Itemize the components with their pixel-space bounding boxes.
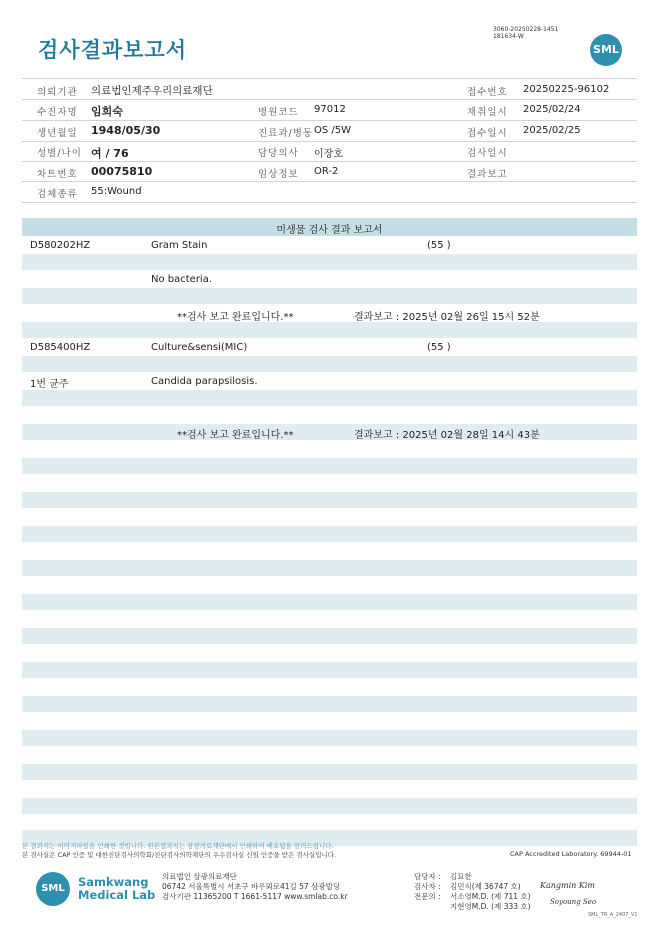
row-stripe	[22, 798, 637, 814]
row-stripe	[22, 628, 637, 644]
chart-no-label: 차트번호	[37, 169, 78, 180]
divider	[22, 78, 637, 79]
row-stripe	[22, 356, 637, 372]
test-result: No bacteria.	[151, 274, 213, 285]
sex-age-label: 성별/나이	[37, 148, 82, 159]
hospital-code-label: 병원코드	[258, 107, 299, 118]
tester-value: 김민식(제 36747 호)	[450, 882, 521, 891]
org-contact: 검사기관 11365200 T 1661-5117 www.smlab.co.kr	[162, 892, 348, 901]
row-stripe	[22, 492, 637, 508]
row-stripe	[22, 458, 637, 474]
document-id-line2: 181634-W	[493, 33, 524, 40]
collect-date-label: 채취일시	[467, 107, 508, 118]
form-code: SML_TR_A_2407_V1	[588, 912, 638, 918]
tester-label: 검사자 :	[414, 882, 441, 891]
clinical-label: 임상정보	[258, 169, 299, 180]
org-address: 06742 서울특별시 서초구 바우뫼로41길 57 삼광빌딩	[162, 882, 341, 891]
page-title: 검사결과보고서	[38, 38, 188, 62]
brand-name	[78, 876, 155, 902]
staff-labels	[414, 872, 441, 902]
receipt-date-label: 접수일시	[467, 128, 508, 139]
sex-age-value: 여 / 76	[91, 147, 129, 160]
result-section-title: 미생물 검사 결과 보고서	[276, 225, 383, 236]
row-stripe	[22, 322, 637, 338]
specimen-label: 검체종류	[37, 189, 78, 200]
report-time: 결과보고 : 2025년 02월 26일 15시 52분	[354, 312, 540, 323]
receipt-no-label: 접수번호	[467, 87, 508, 98]
staff-values	[450, 872, 531, 912]
sml-logo-icon	[590, 34, 622, 66]
receipt-no-value: 20250225-96102	[523, 84, 610, 95]
report-complete-text: **검사 보고 완료입니다.**	[177, 430, 294, 441]
report-time: 결과보고 : 2025년 02월 28일 14시 43분	[354, 430, 540, 441]
doctor-label: 담당의사	[258, 148, 299, 159]
result-section-header	[22, 218, 637, 236]
row-stripe	[22, 730, 637, 746]
birth-label: 생년월일	[37, 128, 78, 139]
brand-line2: Medical Lab	[78, 888, 156, 902]
specimen-code: (55 )	[427, 342, 451, 353]
org-info	[162, 872, 348, 902]
patient-value: 임희숙	[91, 105, 123, 118]
sml-logo-text: SML	[593, 43, 619, 56]
birth-value: 1948/05/30	[91, 124, 161, 137]
row-stripe	[22, 526, 637, 542]
specialist-signature: Soyoung Seo	[550, 898, 597, 906]
test-name: Culture&sensi(MIC)	[151, 342, 248, 353]
report-label: 결과보고	[467, 169, 508, 180]
test-name: Gram Stain	[151, 240, 208, 251]
specialist-value-1: 서소영M.D. (제 711 호)	[450, 892, 531, 901]
row-stripe	[22, 764, 637, 780]
print-notice: 본 결과지는 이미지파일을 인쇄한 것입니다. 원본결과지는 삼광의료재단에서 인쇄하여 배포됨을 알려드립니다.	[22, 842, 334, 850]
hospital-code-value: 97012	[314, 104, 346, 115]
specimen-code: (55 )	[427, 240, 451, 251]
report-complete-text: **검사 보고 완료입니다.**	[177, 312, 294, 323]
divider	[22, 181, 637, 182]
tester-signature: Kangmin Kim	[540, 881, 595, 890]
chart-no-value: 00075810	[91, 165, 153, 178]
row-stripe	[22, 288, 637, 304]
org-name: 의료법인 삼광의료재단	[162, 872, 237, 881]
specimen-value: 55:Wound	[91, 186, 142, 197]
row-stripe	[22, 424, 637, 440]
test-code: D580202HZ	[30, 240, 91, 251]
row-stripe	[22, 254, 637, 270]
test-code: D585400HZ	[30, 342, 91, 353]
client-value: 의료법인제주우리의료재단	[91, 85, 213, 97]
dept-label: 진료과/병동	[258, 128, 314, 139]
brand-line1: Samkwang	[78, 875, 149, 889]
divider	[22, 161, 637, 162]
doctor-value: 이장호	[314, 149, 343, 160]
divider	[22, 202, 637, 203]
accreditation-notice: 본 검사실은 CAP 인증 및 대한진단검사의학회/진단검사의학재단의 우수검사실 신임 인증을 받은 검사실입니다.	[22, 851, 337, 859]
staff-value: 김묘한	[450, 872, 472, 881]
staff-label: 담당자 :	[414, 872, 441, 881]
divider	[22, 141, 637, 142]
row-stripe	[22, 594, 637, 610]
isolate-label: 1번 균주	[30, 379, 69, 390]
specialist-value-2: 지현영M.D. (제 333 호)	[450, 902, 531, 911]
collect-date-value: 2025/02/24	[523, 104, 581, 115]
row-stripe	[22, 696, 637, 712]
row-stripe	[22, 662, 637, 678]
sml-logo-text: SML	[41, 883, 65, 894]
cap-accreditation: CAP Accredited Laboratory. 69944-01	[510, 850, 632, 858]
patient-label: 수진자명	[37, 107, 78, 118]
divider	[22, 99, 637, 100]
specialist-label: 전문의 :	[414, 892, 441, 901]
row-stripe	[22, 560, 637, 576]
divider	[22, 120, 637, 121]
test-result: Candida parapsilosis.	[151, 376, 258, 387]
sml-logo-icon	[36, 872, 70, 906]
client-label: 의뢰기관	[37, 87, 78, 98]
document-id	[493, 26, 558, 40]
receipt-date-value: 2025/02/25	[523, 125, 581, 136]
row-stripe	[22, 390, 637, 406]
test-date-label: 검사일시	[467, 148, 508, 159]
document-id-line1: 3060-20250228-1451	[493, 26, 559, 33]
clinical-value: OR-2	[314, 166, 339, 177]
dept-value: OS /5W	[314, 125, 352, 136]
